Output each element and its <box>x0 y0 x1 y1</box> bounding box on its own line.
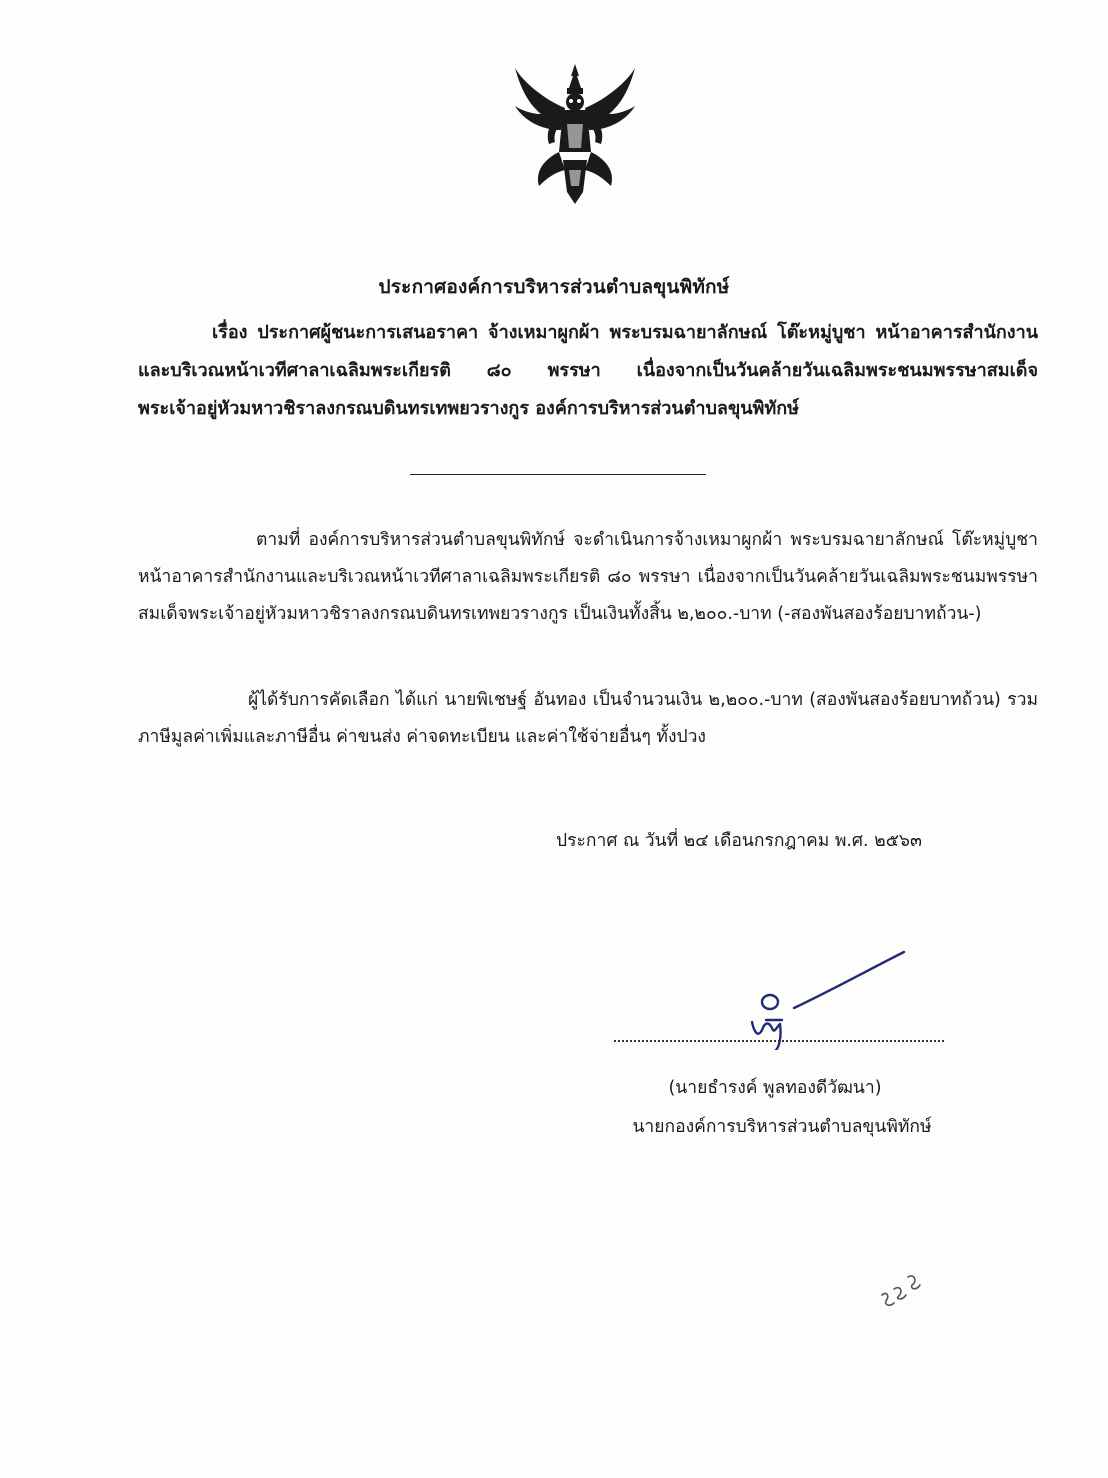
title-separator <box>410 474 706 475</box>
subject-text: เรื่อง ประกาศผู้ชนะการเสนอราคา จ้างเหมาผูกผ้า พระบรมฉายาลักษณ์ โต๊ะหมู่บูชา หน้าอาคารสำนักงานและบริเวณหน้าเวทีศาลาเฉลิมพระเกียรติ ๘๐ พรรษา เนื่องจากเป็นวันคล้ายวันเฉลิมพระชนมพรรษาสมเด็จพระเจ้าอยู่หัวมหาวชิราลงกรณบดินทรเทพยวรางกูร องค์การบริหารส่วนตำบลขุนพิทักษ์ <box>138 322 1038 419</box>
announcement-title: ประกาศองค์การบริหารส่วนตำบลขุนพิทักษ์ <box>378 276 730 298</box>
handwritten-signature <box>742 940 922 1050</box>
signer-position: นายกองค์การบริหารส่วนตำบลขุนพิทักษ์ <box>632 1117 932 1137</box>
announcement-subject <box>138 314 1038 428</box>
paragraph-1-text: ตามที่ องค์การบริหารส่วนตำบลขุนพิทักษ์ จะดำเนินการจ้างเหมาผูกผ้า พระบรมฉายาลักษณ์ โต๊ะหมู่บูชา หน้าอาคารสำนักงานและบริเวณหน้าเวทีศาลาเฉลิมพระเกียรติ ๘๐ พรรษา เนื่องจากเป็นวันคล้ายวันเฉลิมพระชนมพรรษาสมเด็จพระเจ้าอยู่หัวมหาวชิราลงกรณบดินทรเทพยวรางกูร เป็นเงินทั้งสิ้น ๒,๒๐๐.-บาท (-สองพันสองร้อยบาทถ้วน-) <box>138 530 1038 624</box>
signature-dotted-line <box>614 1040 944 1042</box>
handwritten-page-mark <box>870 1255 930 1315</box>
body-paragraph-2 <box>138 682 1038 756</box>
body-paragraph-1 <box>138 522 1038 633</box>
paragraph-2-text: ผู้ได้รับการคัดเลือก ได้แก่ นายพิเชษฐ์ อันทอง เป็นจำนวนเงิน ๒,๒๐๐.-บาท (สองพันสองร้อยบาทถ้วน) รวมภาษีมูลค่าเพิ่มและภาษีอื่น ค่าขนส่ง ค่าจดทะเบียน และค่าใช้จ่ายอื่นๆ ทั้งปวง <box>138 690 1038 747</box>
announcement-date: ประกาศ ณ วันที่ ๒๔ เดือนกรกฎาคม พ.ศ. ๒๕๖๓ <box>556 831 923 851</box>
garuda-emblem-icon <box>505 60 645 208</box>
signer-name: (นายธำรงค์ พูลทองดีวัฒนา) <box>668 1078 882 1098</box>
